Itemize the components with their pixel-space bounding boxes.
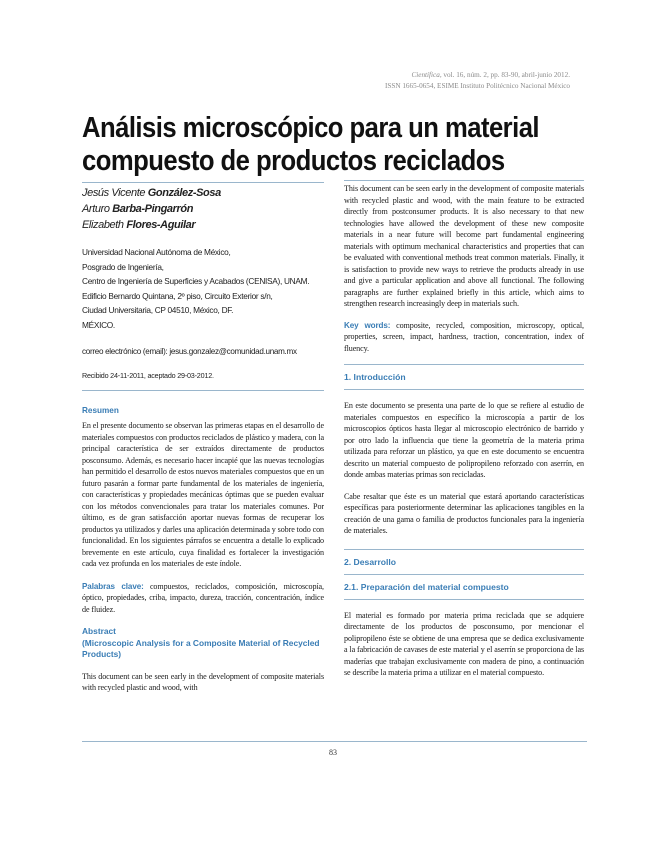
right-column [344,183,584,679]
divider-left-mid [82,390,324,391]
palabras-clave-text: compuestos, reciclados, composición, microscopía, óptico, propiedades, criba, impacto, dureza, tracción, concentración, índice de fluidez. [82,581,324,614]
journal-citation: vol. 16, núm. 2, pp. 83-90, abril-junio 2012. [443,71,570,79]
footer-rule [82,741,587,742]
intro-paragraph-2: Cabe resaltar que éste es un material que estará aportando características específicas para posteriormente determinar las aplicaciones tangibles en la creación de una gama o familia de productos funcionales para la ingeniería de materiales. [344,491,584,535]
left-column [82,185,324,694]
section-heading-intro: 1. Introducción [344,372,406,382]
journal-name: Científica, [411,71,442,79]
author-3: Elizabeth Flores-Aguilar [82,219,196,231]
subsection-heading-preparacion: 2.1. Preparación del material compuesto [344,581,509,592]
page-number: 83 [329,748,337,757]
abstract-label: Abstract [82,626,116,636]
section-heading-desarrollo: 2. Desarrollo [344,556,397,567]
divider-right-sub-bottom [344,599,584,600]
received-date: Recibido 24-11-2011, aceptado 29-03-2012. [82,371,214,380]
divider-right-mid [344,364,584,365]
abstract-text: This document can be seen early in the development of composite materials with recycled plastic and wood, with the main feature to be extracted directly from postconsumer products. It is also necessary to that new technologies have allowed the development of these new composite materials in a near future will become part fundamental engineering materials with optimum mechanical characteristics and properties that can be evaluated with conventional methods treat common materials. Finally, it is satisfaction to provide new ways to retrieve the products already in use and give a particular application and above all functional. The following paragraphs are further explained briefly in this article, which aims to strengthen research increasingly deep in materials such. [344,184,584,308]
key-words [344,320,584,355]
affiliation-line: Centro de Ingeniería de Superficies y Acabados (CENISA), UNAM. [82,276,310,286]
affiliation-line: MÉXICO. [82,319,115,330]
divider-right-top [344,180,584,181]
affiliation-line: Edificio Bernardo Quintana, 2º piso, Circuito Exterior s/n, [82,290,273,301]
divider-right-desarrollo [344,549,584,550]
divider-right-intro [344,389,584,390]
divider-right-sub [344,574,584,575]
desarrollo-paragraph-1: El material es formado por materia prima reciclada que se adquiere directamente de los productos de posconsumo, por mencionar el polipropileno éste se obtiene de una empresa que se dedica exclusivamente a la fabricación de cavases de este material y el aserrín se proporciona de las maderías que trabajan exclusivamente con madera de pino, a continuación se describe la materia prima a utilizar en el material compuesto. [344,610,584,677]
resumen-label: Resumen [82,406,119,415]
email-line: correo electrónico (email): jesus.gonzalez@comunidad.unam.mx [82,347,297,356]
author-1: Jesús Vicente González-Sosa [82,187,221,199]
key-words-label: Key words: [344,320,391,330]
article-title: Análisis microscópico para un material compuesto de productos reciclados [82,112,540,177]
key-words-text: composite, recycled, composition, microscopy, optical, properties, screen, impact, hardness, traction, concentration, index of fluency. [344,320,584,353]
issn-line: ISSN 1665-0654, ESIME Instituto Politécnico Nacional México [384,82,570,90]
affiliation-line: Ciudad Universitaria, CP 04510, México, DF. [82,305,234,315]
palabras-clave-label: Palabras clave: [82,581,144,591]
abstract-subtitle: (Microscopic Analysis for a Composite Material of Recycled Products) [82,637,320,659]
journal-header [270,70,570,92]
affiliation-line: Universidad Nacional Autónoma de México, [82,247,231,257]
palabras-clave [82,581,324,616]
resumen-text: En el presente documento se observan las primeras etapas en el desarrollo de materiales compuestos con productos reciclados de plástico y madera, con la principal característica de ser extraídos directamente de productos posconsumo. Además, es necesario hacer incapié que las nuevas tecnologías han permitido el desarrollo de estos nuevos materiales compuestos que en un futuro pasarán a formar parte fundamental de los materiales de ingeniería, con características y propiedades mecánicas óptimas que se pueden evaluar con los métodos convencionales para tratar los materiales comunes. Por último, es de gran satisfacción aportar nuevas formas de recuperar los productos ya utilizados y darles una aplicación determinada y sobre todo con funcionalidad. En los siguientes párrafos se encuentra a detalle lo explicado brevemente en este artículo, cuya finalidad es fortalecer la investigación cada vez profunda en los materiales de este índole. [82,421,324,568]
author-2: Arturo Barba-Pingarrón [82,203,194,215]
affiliation-line: Posgrado de Ingeniería, [82,261,164,272]
divider-left-top [82,182,324,183]
abstract-text-start: This document can be seen early in the development of composite materials with recycled plastic and wood, with [82,671,324,692]
intro-paragraph-1: En este documento se presenta una parte de lo que se refiere al estudio de materiales compuestos en específico la microscopía a partir de los microscopios ópticos hasta llegar al microscopio electrónico de barrido y por otro lado la influencia que tiene la geometría de la materia prima utilizada para reforzar un plástico, ya que en este documento se encuentra descrito un material compuesto de polipropileno reforzado con aserrín, en donde ambas materias primas son recicladas. [344,401,584,479]
affiliation [82,245,324,332]
